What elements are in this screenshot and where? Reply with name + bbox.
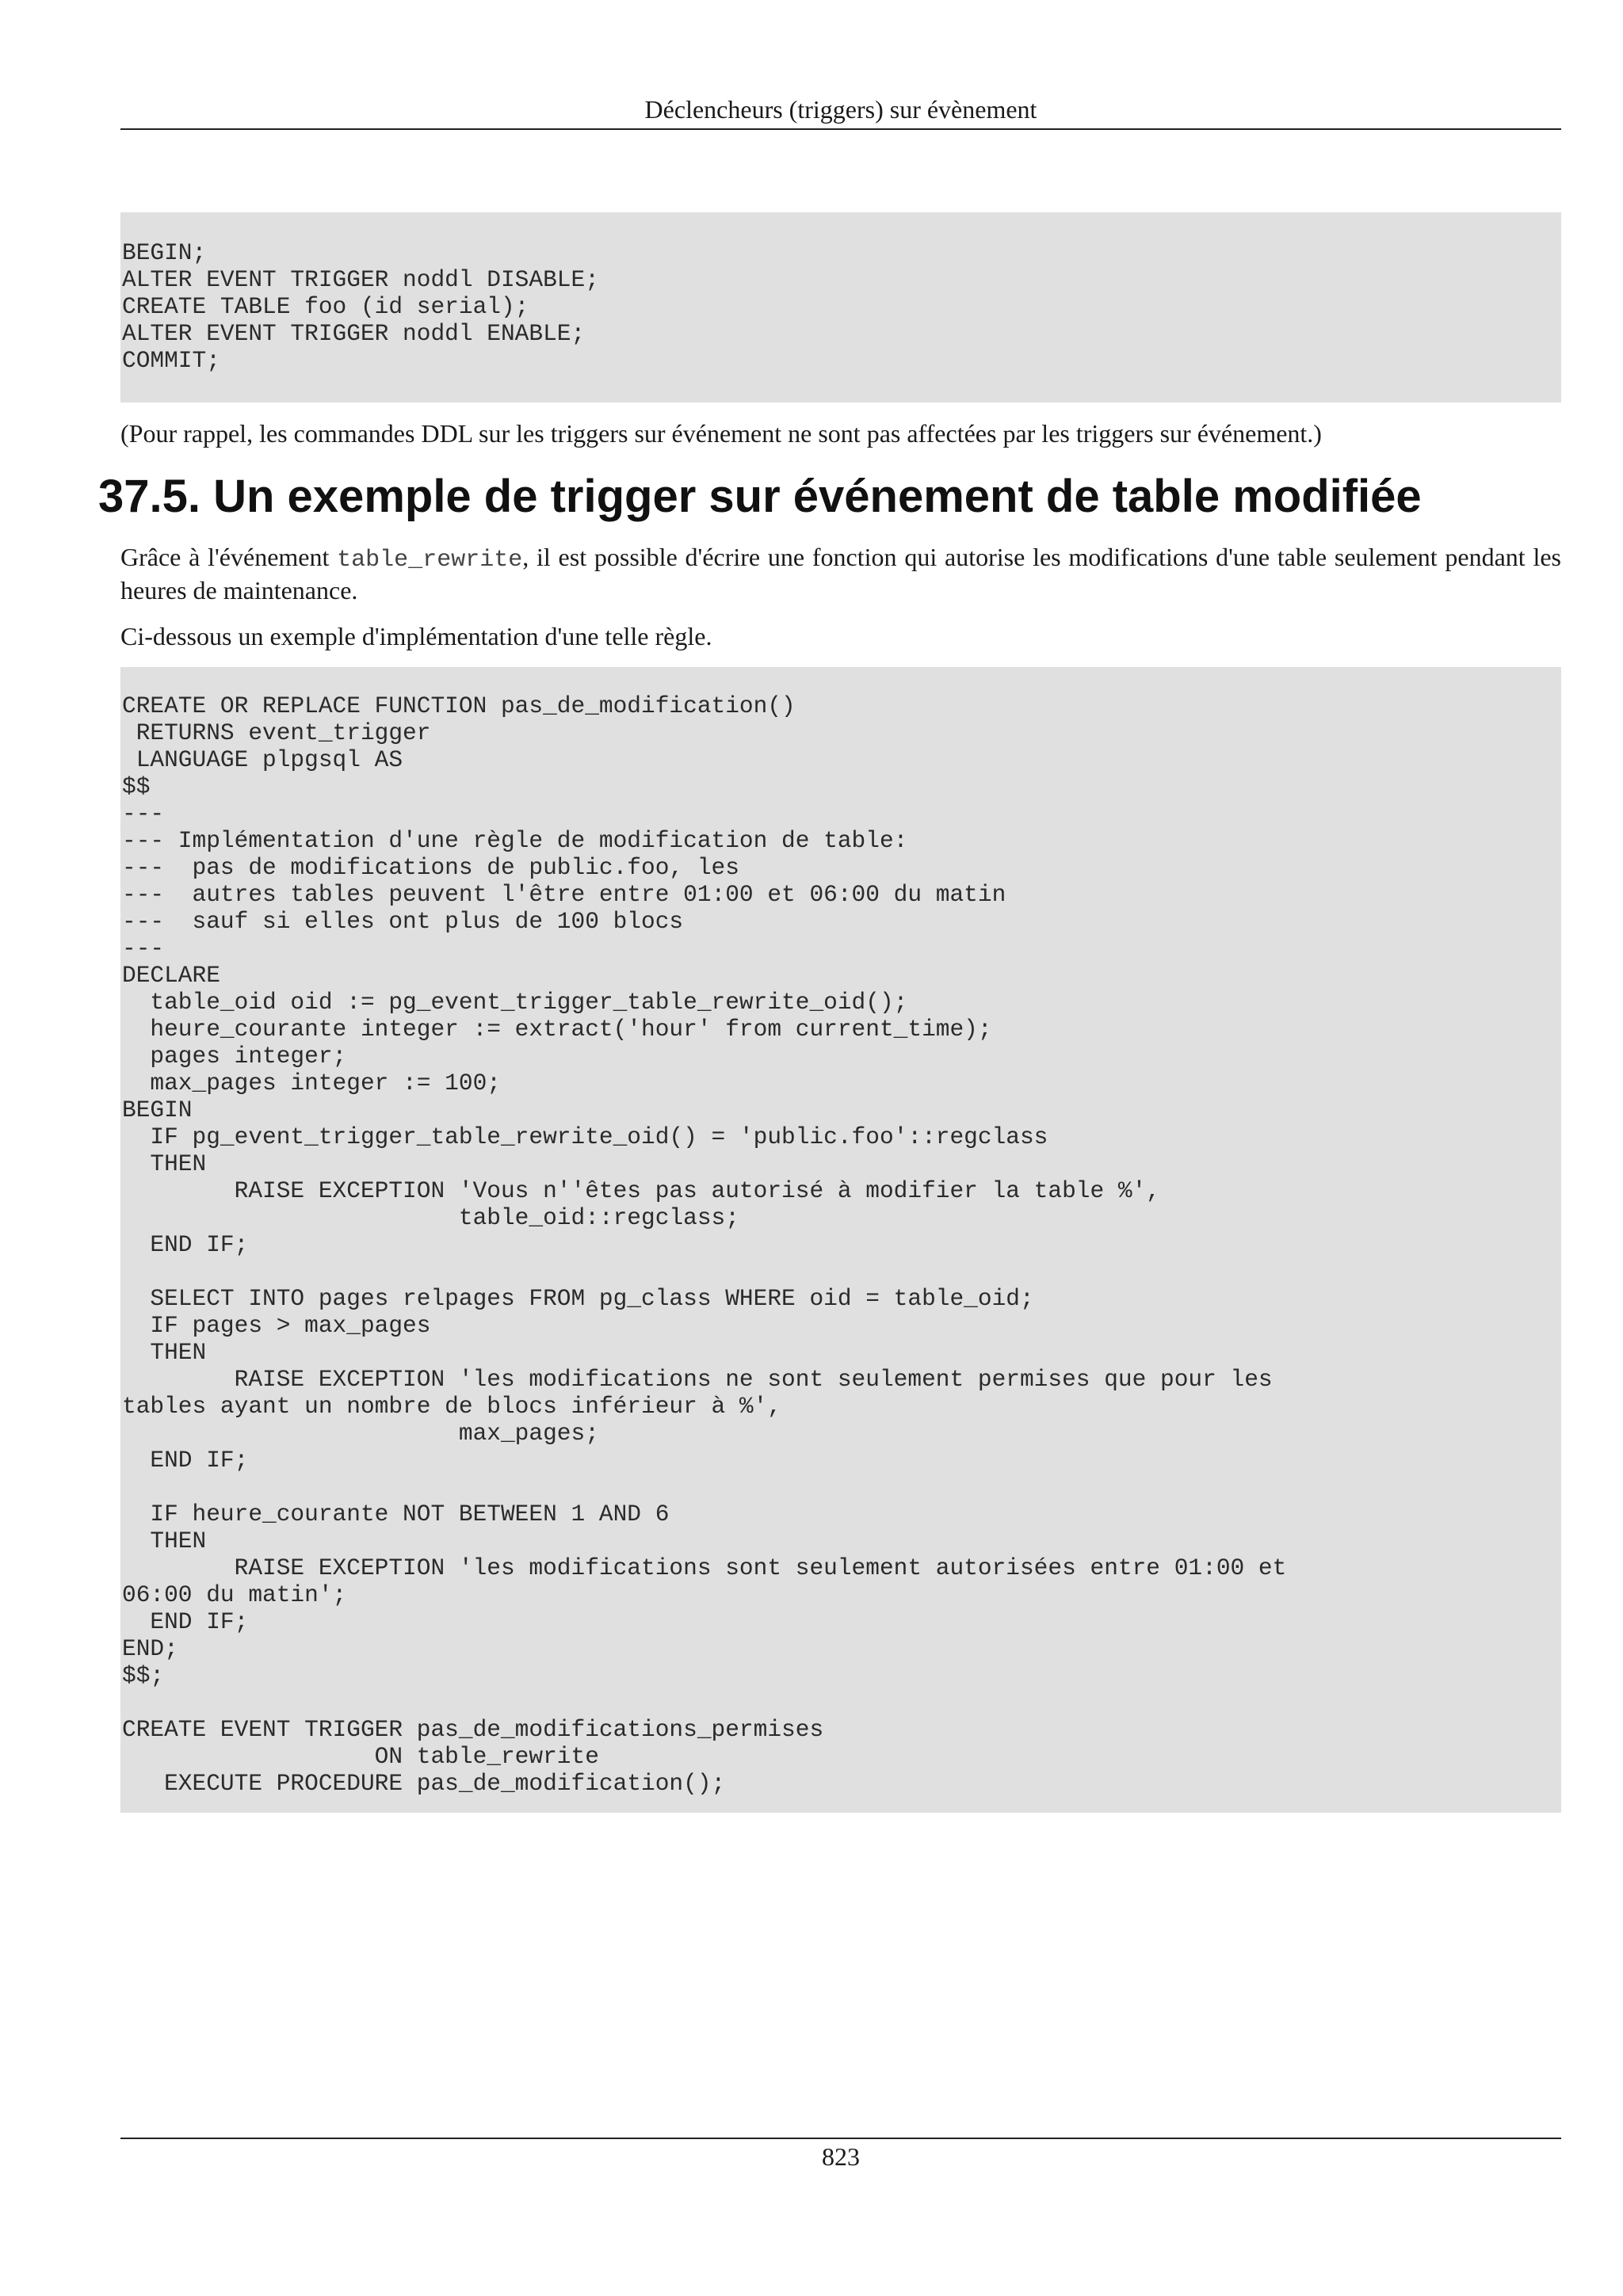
example-intro-paragraph: Ci-dessous un exemple d'implémentation d'une telle règle. [120,622,712,650]
intro-paragraph [120,542,1561,605]
code-block-function-example: CREATE OR REPLACE FUNCTION pas_de_modification() RETURNS event_trigger LANGUAGE plpgsql AS $$ --- --- Implémentation d'une règle de modification de table: --- pas de modifications de public.foo, les --- autres tables peuvent l'être entre 01:00 et 06:00 du matin --- sauf si elles ont plus de 100 blocs --- DECLARE table_oid oid := pg_event_trigger_table_rewrite_oid(); heure_courante integer := extract('hour' from current_time); pages integer; max_pages integer := 100; BEGIN IF pg_event_trigger_table_rewrite_oid() = 'public.foo'::regclass THEN RAISE EXCEPTION 'Vous n''êtes pas autorisé à modifier la table %', table_oid::regclass; END IF; SELECT INTO pages relpages FROM pg_class WHERE oid = table_oid; IF pages > max_pages THEN RAISE EXCEPTION 'les modifications ne sont seulement permises que pour les tables ayant un nombre de blocs inférieur à %', max_pages; END IF; IF heure_courante NOT BETWEEN 1 AND 6 THEN RAISE EXCEPTION 'les modifications sont seulement autorisées entre 01:00 et 06:00 du matin'; END IF; END; $$; CREATE EVENT TRIGGER pas_de_modifications_permises ON table_rewrite EXECUTE PROCEDURE pas_de_modification(); [120,667,1561,1813]
footer-divider [120,2138,1561,2139]
reminder-paragraph: (Pour rappel, les commandes DDL sur les triggers sur événement ne sont pas affectées par les triggers sur événement.) [120,419,1322,448]
intro-text-start: Grâce à l'événement [120,543,338,571]
intro-text-end: , il est possible d'écrire une fonction qui autorise les modifications d'une table seulement pendant les heures de maintenance. [120,543,1562,605]
header-divider [120,128,1561,130]
code-block-transaction: BEGIN; ALTER EVENT TRIGGER noddl DISABLE; CREATE TABLE foo (id serial); ALTER EVENT TRIGGER noddl ENABLE; COMMIT; [120,212,1561,402]
running-header: Déclencheurs (triggers) sur évènement [644,95,1037,124]
page-number: 823 [822,2142,860,2171]
section-title: 37.5. Un exemple de trigger sur événement de table modifiée [98,471,1422,522]
inline-code-table-rewrite: table_rewrite [337,547,523,574]
